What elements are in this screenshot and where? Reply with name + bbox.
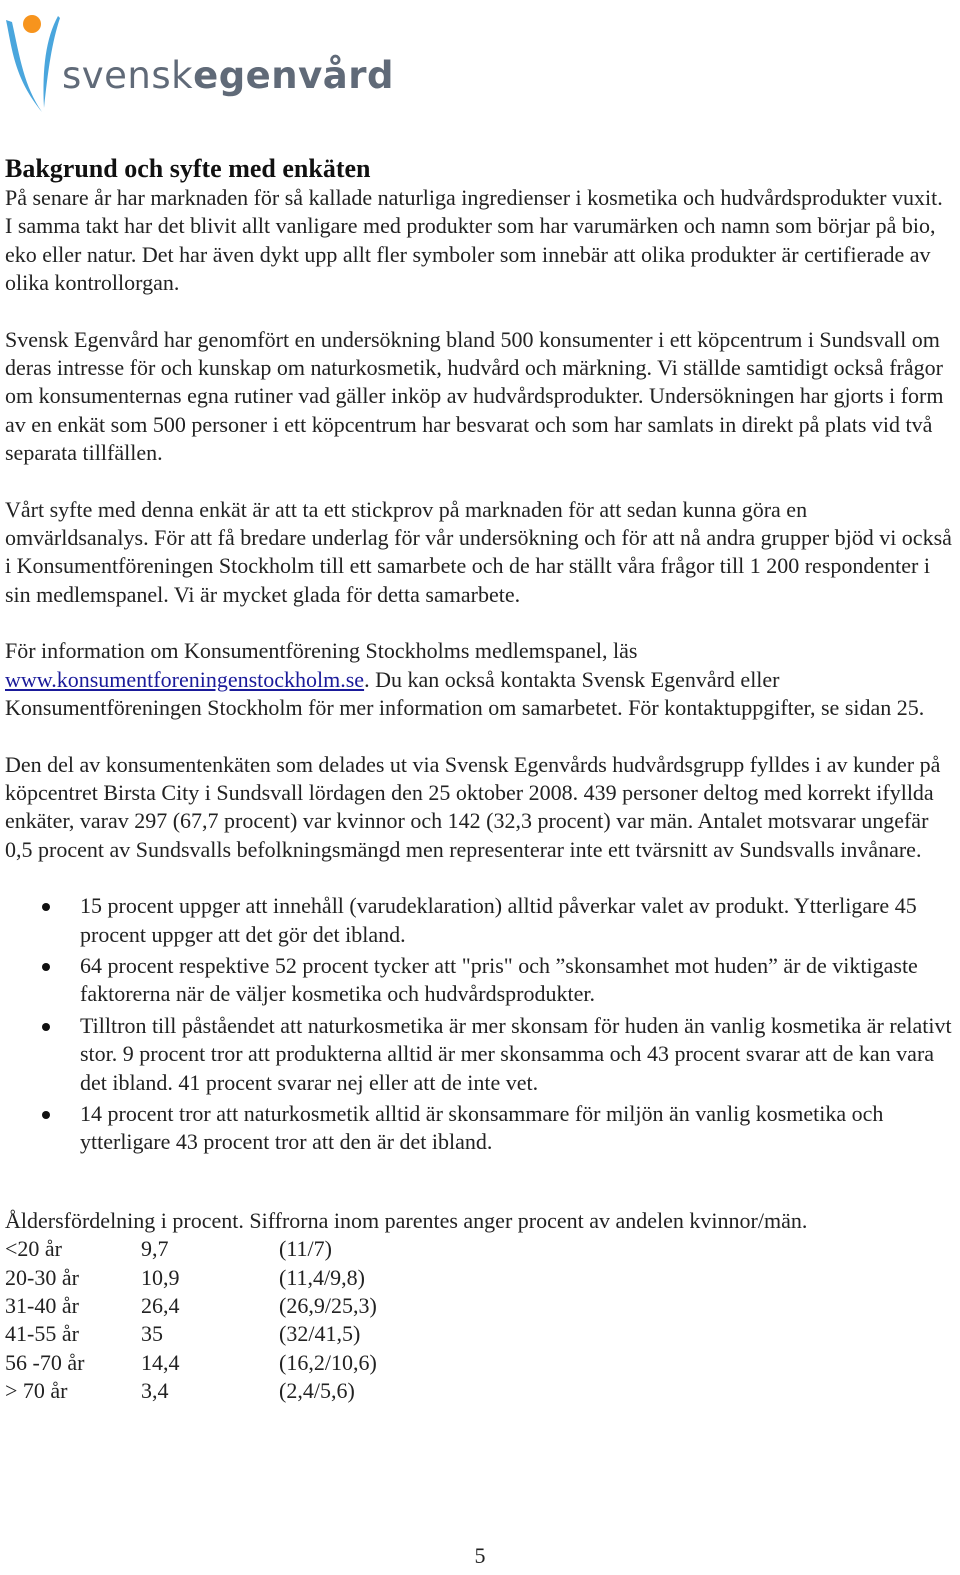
logo-figure-icon — [2, 8, 62, 118]
bullet-icon — [42, 903, 50, 911]
list-item: 15 procent uppger att innehåll (varudeklaration) alltid påverkar valet av produkt. Ytterligare 45 procent uppger att det gör det ibland. — [5, 892, 955, 949]
table-row — [5, 1264, 377, 1292]
brand-logo — [2, 8, 432, 118]
age-group: 41-55 år — [5, 1321, 79, 1347]
paragraph-survey: Svensk Egenvård har genomfört en undersökning bland 500 konsumenter i ett köpcentrum i Sundsvall om deras intresse för och kunskap om naturkosmetik, hudvård och märkning. Vi ställde samtidigt också frågor om konsumenternas egna rutiner vad gäller inköp av hudvårdsprodukter. Undersökningen har gjorts i form av en enkät som 500 personer i ett köpcentrum har besvarat och som har samlats in direkt på plats vid två separata tillfällen. — [5, 326, 944, 466]
page-number: 5 — [474, 1543, 486, 1568]
paragraph-information — [5, 637, 955, 722]
logo-swoosh-left — [6, 20, 42, 112]
age-group: 56 -70 år — [5, 1349, 85, 1375]
age-group: 31-40 år — [5, 1293, 79, 1318]
logo-dot — [23, 15, 41, 33]
logo-wordmark — [62, 54, 394, 97]
age-total: 14,4 — [141, 1349, 180, 1375]
age-distribution-table — [5, 1235, 377, 1405]
bullet-icon — [42, 963, 50, 971]
logo-text-regular: svensk — [62, 54, 194, 97]
age-total: 9,7 — [141, 1236, 169, 1262]
age-split: (2,4/5,6) — [279, 1378, 355, 1404]
age-total: 3,4 — [141, 1378, 169, 1404]
paragraph-information-after: . Du kan också kontakta Svensk Egenvård eller Konsumentföreningen Stockholm för mer information om samarbetet. För kontaktuppgifter, se sidan 25. — [5, 666, 925, 721]
paragraph-participants: Den del av konsumentenkäten som delades ut via Svensk Egenvårds hudvårdsgrupp fylldes i av kunder på köpcentret Birsta City i Sundsvall lördagen den 25 oktober 2008. 439 personer deltog med korrekt ifyllda enkäter, varav 297 (67,7 procent) var kvinnor och 142 (32,3 procent) var män. Antalet motsvarar ungefär 0,5 procent av Sundsvalls befolkningsmängd men representerar inte ett tvärsnitt av Sundsvalls invånare. — [5, 751, 941, 862]
paragraph-background: På senare år har marknaden för så kallade naturliga ingredienser i kosmetika och hudvårdsprodukter vuxit. I samma takt har det blivit allt vanligare med produkter som har varumärken och namn som börjar på bio, eko eller natur. Det har även dykt upp allt fler symboler som innebär att olika produkter är certifierade av olika kontrollorgan. — [5, 185, 943, 296]
age-distribution-title: Åldersfördelning i procent. Siffrorna inom parentes anger procent av andelen kvinnor/män. — [5, 1207, 808, 1233]
list-item: 64 procent respektive 52 procent tycker att "pris" och ”skonsamhet mot huden” är de viktigaste faktorerna när de väljer kosmetika och hudvårdsprodukter. — [5, 952, 955, 1009]
bullet-icon — [42, 1023, 50, 1031]
age-split: (32/41,5) — [279, 1321, 361, 1347]
table-row — [5, 1377, 377, 1405]
list-item: 14 procent tror att naturkosmetik alltid är skonsammare för miljön än vanlig kosmetika och ytterligare 43 procent tror att den är det ibland. — [5, 1100, 955, 1157]
logo-text-bold: egenvård — [193, 54, 394, 97]
age-total: 26,4 — [141, 1293, 180, 1318]
table-row — [5, 1292, 377, 1320]
age-group: 20-30 år — [5, 1264, 79, 1290]
document-body — [5, 152, 955, 1406]
age-split: (26,9/25,3) — [279, 1293, 377, 1318]
table-row — [5, 1349, 377, 1377]
age-split: (11,4/9,8) — [279, 1264, 365, 1290]
paragraph-information-before: För information om Konsumentförening Stockholms medlemspanel, läs — [5, 638, 638, 664]
section-heading: Bakgrund och syfte med enkäten — [5, 154, 371, 183]
age-group: <20 år — [5, 1236, 62, 1262]
list-item: Tilltron till påståendet att naturkosmetika är mer skonsam för huden än vanlig kosmetika är relativt stor. 9 procent tror att produkterna alltid är mer skonsamma och 43 procent svarar att de kan vara det ibland. 41 procent svarar nej eller att de inte vet. — [5, 1012, 955, 1097]
konsumentforeningen-link[interactable]: www.konsumentforeningenstockholm.se — [5, 666, 365, 692]
bullet-icon — [42, 1111, 50, 1119]
age-total: 35 — [141, 1321, 163, 1347]
age-split: (16,2/10,6) — [279, 1349, 377, 1375]
age-total: 10,9 — [141, 1264, 180, 1290]
age-group: > 70 år — [5, 1378, 68, 1404]
table-row — [5, 1235, 377, 1263]
table-row — [5, 1320, 377, 1348]
age-split: (11/7) — [279, 1236, 332, 1262]
findings-list — [5, 892, 955, 1157]
paragraph-purpose: Vårt syfte med denna enkät är att ta ett stickprov på marknaden för att sedan kunna göra en omvärldsanalys. För att få bredare underlag för vår undersökning och för att nå andra grupper bjöd vi också i Konsumentföreningen Stockholm till ett samarbete och de har ställt våra frågor till 1 200 respondenter i sin medlemspanel. Vi är mycket glada för detta samarbete. — [5, 496, 952, 607]
logo-swoosh-right — [44, 16, 60, 108]
